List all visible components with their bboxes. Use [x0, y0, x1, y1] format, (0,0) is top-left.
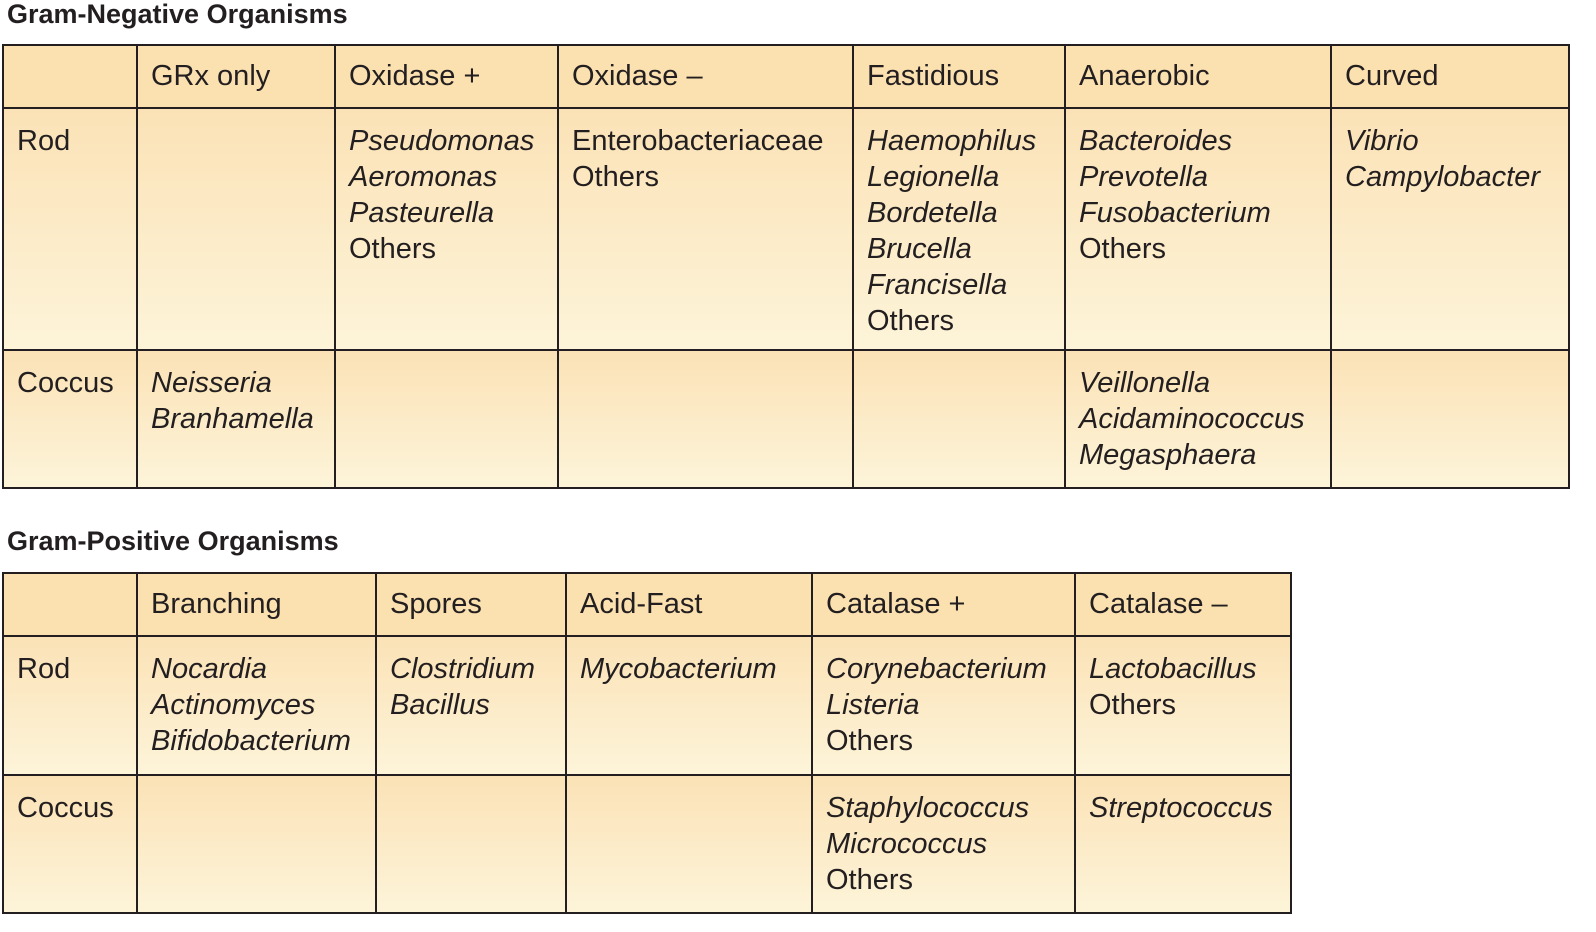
column-header: Oxidase + — [335, 45, 558, 108]
organism-name: Acidaminococcus — [1079, 403, 1305, 435]
organism-name: Staphylococcus — [826, 792, 1030, 824]
organism-name: Legionella — [867, 161, 1000, 193]
organism-name: Prevotella — [1079, 161, 1208, 193]
organism-cell — [812, 636, 1075, 775]
organism-name: Enterobacteriaceae — [572, 125, 824, 157]
organism-name: Mycobacterium — [580, 653, 777, 685]
organism-cell — [1331, 108, 1569, 350]
organism-name: Campylobacter — [1345, 161, 1541, 193]
organism-name: Bacteroides — [1079, 125, 1233, 157]
header-row — [3, 45, 1569, 108]
organism-name: Lactobacillus — [1089, 653, 1257, 685]
organism-name: Others — [826, 864, 914, 896]
organism-cell — [376, 636, 566, 775]
organism-name: Veillonella — [1079, 367, 1211, 399]
organism-cell — [376, 775, 566, 913]
organism-name: Streptococcus — [1089, 792, 1273, 824]
organism-name: Neisseria — [151, 367, 272, 399]
organism-name: Others — [867, 305, 955, 337]
organism-name: Megasphaera — [1079, 439, 1257, 471]
organism-cell — [566, 636, 812, 775]
organism-cell — [853, 108, 1065, 350]
column-header: GRx only — [137, 45, 335, 108]
column-header: Catalase + — [812, 573, 1075, 636]
organism-name: Pasteurella — [349, 197, 495, 229]
table-row — [3, 108, 1569, 350]
organism-name: Actinomyces — [151, 689, 316, 721]
organism-cell — [1331, 350, 1569, 488]
table-row — [3, 775, 1291, 913]
column-header: Anaerobic — [1065, 45, 1331, 108]
organism-cell — [1065, 350, 1331, 488]
organism-cell — [1075, 775, 1291, 913]
organism-name: Pseudomonas — [349, 125, 535, 157]
row-label: Rod — [3, 108, 137, 350]
organism-name: Micrococcus — [826, 828, 988, 860]
organism-cell — [1065, 108, 1331, 350]
organism-name: Vibrio — [1345, 125, 1419, 157]
row-label: Coccus — [3, 775, 137, 913]
column-header: Spores — [376, 573, 566, 636]
organism-cell — [335, 108, 558, 350]
row-label: Coccus — [3, 350, 137, 488]
organism-cell — [853, 350, 1065, 488]
organism-name: Others — [1079, 233, 1167, 265]
organism-cell — [812, 775, 1075, 913]
column-header: Oxidase – — [558, 45, 853, 108]
organism-cell — [566, 775, 812, 913]
organism-name: Others — [826, 725, 914, 757]
organism-name: Bordetella — [867, 197, 998, 229]
organism-cell — [137, 108, 335, 350]
gram-positive-title: Gram-Positive Organisms — [7, 526, 339, 556]
organism-cell — [558, 108, 853, 350]
organism-name: Bifidobacterium — [151, 725, 351, 757]
gram-negative-title: Gram-Negative Organisms — [7, 0, 348, 29]
column-header: Catalase – — [1075, 573, 1291, 636]
organism-name: Others — [572, 161, 660, 193]
organism-name: Aeromonas — [349, 161, 498, 193]
gram-negative-table — [2, 44, 1570, 489]
organism-cell — [1075, 636, 1291, 775]
corner-cell — [3, 45, 137, 108]
gram-positive-table — [2, 572, 1292, 914]
organism-cell — [137, 350, 335, 488]
organism-name: Nocardia — [151, 653, 268, 685]
organism-cell — [137, 775, 376, 913]
header-row — [3, 573, 1291, 636]
organism-name: Clostridium — [390, 653, 536, 685]
column-header: Curved — [1331, 45, 1569, 108]
organism-name: Branhamella — [151, 403, 314, 435]
organism-name: Others — [1089, 689, 1177, 721]
organism-name: Corynebacterium — [826, 653, 1047, 685]
organism-name: Listeria — [826, 689, 920, 721]
column-header: Branching — [137, 573, 376, 636]
organism-cell — [335, 350, 558, 488]
column-header: Acid-Fast — [566, 573, 812, 636]
row-label: Rod — [3, 636, 137, 775]
organism-name: Bacillus — [390, 689, 490, 721]
column-header: Fastidious — [853, 45, 1065, 108]
organism-name: Haemophilus — [867, 125, 1037, 157]
organism-name: Brucella — [867, 233, 972, 265]
table-row — [3, 350, 1569, 488]
organism-name: Francisella — [867, 269, 1008, 301]
organism-cell — [137, 636, 376, 775]
organism-cell — [558, 350, 853, 488]
corner-cell — [3, 573, 137, 636]
organism-name: Others — [349, 233, 437, 265]
table-row — [3, 636, 1291, 775]
organism-name: Fusobacterium — [1079, 197, 1271, 229]
